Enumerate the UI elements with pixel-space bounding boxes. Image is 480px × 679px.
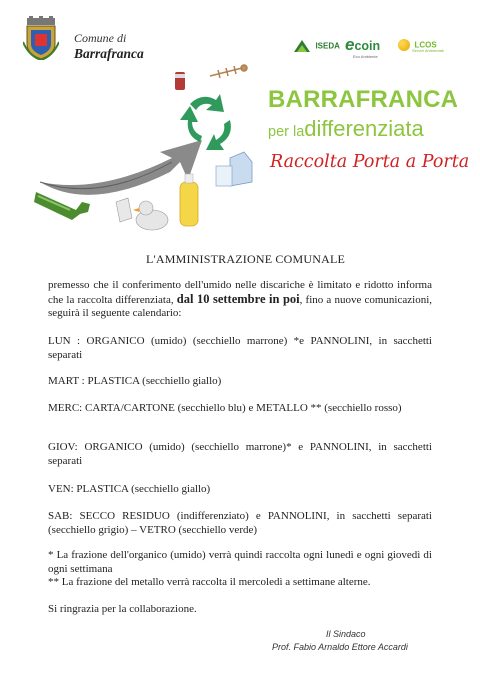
signature-role: Il Sindaco xyxy=(326,629,366,639)
lcos-sun-icon xyxy=(398,39,410,51)
schedule-thursday: GIOV: ORGANICO (umido) (secchiello marrone)* e PANNOLINI, in sacchetti separati xyxy=(48,441,432,467)
comune-label: Comune di xyxy=(74,31,127,45)
schedule-wednesday: MERC: CARTA/CARTONE (secchiello blu) e METALLO ** (secchiello rosso) xyxy=(48,402,402,414)
plastic-bottle-icon xyxy=(180,174,198,226)
tetrapak-icon xyxy=(216,152,252,186)
recycle-symbol-icon xyxy=(180,94,231,150)
fish-bone-icon xyxy=(210,65,247,78)
iseda-logo: ISEDA xyxy=(293,37,340,55)
iseda-mountains-icon xyxy=(293,38,311,53)
footnote-metal: ** La frazione del metallo verrà raccolta il mercoledì a settimane alterne. xyxy=(48,576,371,588)
notice-intro: premesso che il conferimento dell'umido nelle discariche è limitato e ridotto informa che la raccolta differenziata, dal 10 settembre in poi, fino a nuove comunicazioni, seguirà il seguente calendario: xyxy=(48,279,432,319)
paper-icon xyxy=(116,198,132,222)
campaign-title: BARRAFRANCA xyxy=(268,86,459,113)
schedule-monday: LUN : ORGANICO (umido) (secchiello marrone) *e PANNOLINI, in sacchetti separati xyxy=(48,335,432,361)
municipal-crest-logo xyxy=(23,16,59,60)
lcos-logo: LCOS Servizi Ambientali xyxy=(398,36,437,54)
signature-name: Prof. Fabio Arnaldo Ettore Accardi xyxy=(272,642,408,652)
campaign-tagline: per ladifferenziata xyxy=(268,116,424,141)
schedule-friday: VEN: PLASTICA (secchiello giallo) xyxy=(48,483,211,495)
footnote-organic: * La frazione dell'organico (umido) verrà quindi raccolta ogni lunedì e ogni giovedì di ogni settimana xyxy=(48,549,432,575)
comune-name: Barrafranca xyxy=(74,46,144,61)
can-icon xyxy=(175,72,185,90)
ecoin-logo: ecoin Eco Ambiente xyxy=(345,35,381,59)
schedule-saturday: SAB: SECCO RESIDUO (indifferenziato) e PANNOLINI, in sacchetti separati (secchiello grigio) – VETRO (secchiello verde) xyxy=(48,510,432,536)
glass-bottle-icon xyxy=(34,192,90,220)
thanks-text: Si ringrazia per la collaborazione. xyxy=(48,603,197,615)
plastic-duck-icon xyxy=(133,201,168,230)
recycling-illustration xyxy=(30,62,290,238)
campaign-subtitle: Raccolta Porta a Porta xyxy=(270,152,470,172)
schedule-tuesday: MART : PLASTICA (secchiello giallo) xyxy=(48,375,222,387)
notice-heading: L'AMMINISTRAZIONE COMUNALE xyxy=(146,252,346,266)
